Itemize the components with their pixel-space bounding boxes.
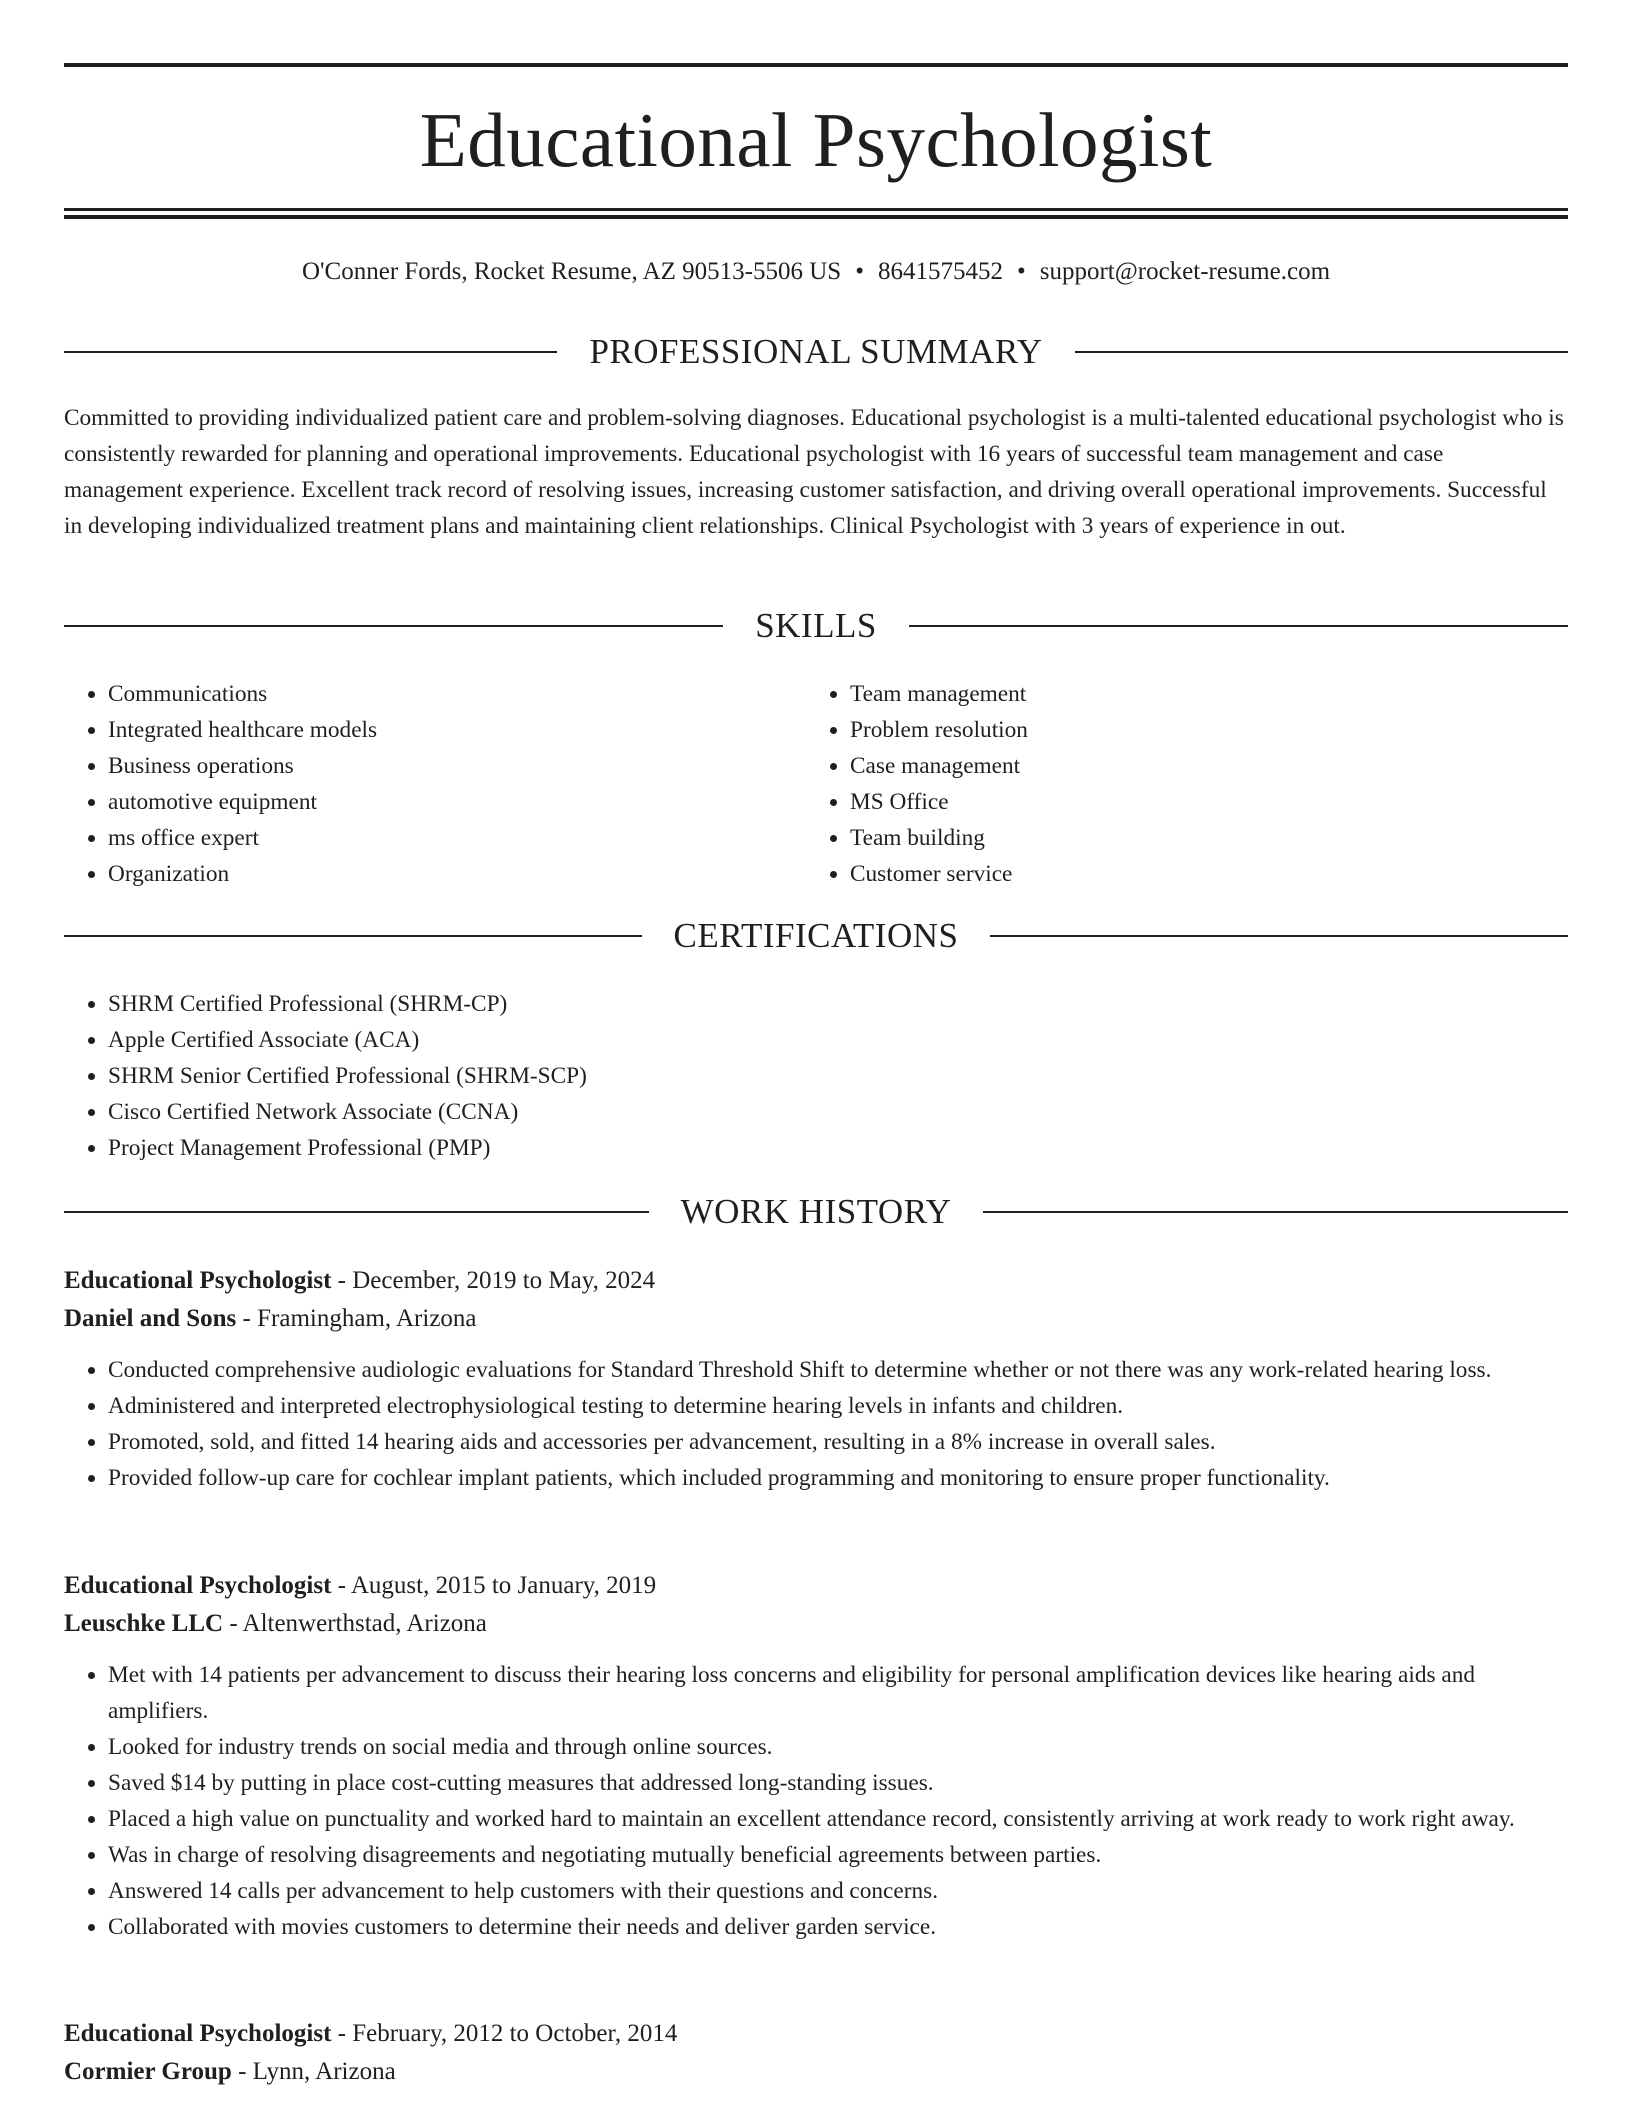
skills-left-list xyxy=(64,676,744,892)
skill-item: • ms office expert xyxy=(108,820,744,856)
work-history-heading xyxy=(64,1189,1568,1235)
certifications-heading-label: CERTIFICATIONS xyxy=(673,916,959,955)
contact-separator: • xyxy=(1016,258,1026,285)
heading-rule xyxy=(64,625,723,627)
title-double-rule xyxy=(64,208,1568,219)
heading-rule xyxy=(64,351,557,353)
job-dates: - February, 2012 to October, 2014 xyxy=(331,2020,678,2047)
skill-item: • Customer service xyxy=(850,856,1486,892)
job-dates: - December, 2019 to May, 2024 xyxy=(331,1267,656,1294)
job-company-line xyxy=(64,1605,1568,1643)
skill-item: • Integrated healthcare models xyxy=(108,712,744,748)
job-role-line xyxy=(64,1262,1568,1300)
job-company: Cormier Group xyxy=(64,2058,232,2085)
skill-item: • Problem resolution xyxy=(850,712,1486,748)
certifications-heading xyxy=(64,913,1568,959)
job-bullet: • Was in charge of resolving disagreements and negotiating mutually beneficial agreements between parties. xyxy=(108,1837,1568,1873)
job-role-line xyxy=(64,1567,1568,1605)
job-entry xyxy=(64,2015,1568,2091)
job-role: Educational Psychologist xyxy=(64,1267,332,1294)
skill-item: • Case management xyxy=(850,748,1486,784)
job-company: Leuschke LLC xyxy=(64,1610,224,1637)
job-bullets xyxy=(64,1352,1568,1496)
skills-left-column xyxy=(64,676,744,892)
certification-item: • Cisco Certified Network Associate (CCNA) xyxy=(108,1094,964,1130)
job-bullet: • Saved $14 by putting in place cost-cutting measures that addressed long-standing issues. xyxy=(108,1765,1568,1801)
job-role: Educational Psychologist xyxy=(64,2020,332,2047)
job-company: Daniel and Sons xyxy=(64,1305,237,1332)
job-bullet: • Looked for industry trends on social media and through online sources. xyxy=(108,1729,1568,1765)
resume-title: Educational Psychologist xyxy=(419,97,1213,183)
job-bullet: • Answered 14 calls per advancement to help customers with their questions and concerns. xyxy=(108,1873,1568,1909)
certification-item: • Project Management Professional (PMP) xyxy=(108,1130,964,1166)
skill-item: • MS Office xyxy=(850,784,1486,820)
heading-rule xyxy=(64,1211,649,1213)
heading-rule xyxy=(1075,351,1568,353)
job-bullet: • Collaborated with movies customers to determine their needs and deliver garden service. xyxy=(108,1909,1568,1945)
contact-phone: 8641575452 xyxy=(877,258,1003,285)
job-company-line xyxy=(64,1300,1568,1338)
top-rule xyxy=(64,63,1568,67)
skill-item: • Communications xyxy=(108,676,744,712)
summary-text: Committed to providing individualized patient care and problem-solving diagnoses. Educational psychologist is a multi-talented educational psychologist who is consistently rewarded for planning and operational improvements. Educational psychologist with 16 years of successful team management and case management experience. Excellent track record of resolving issues, increasing customer satisfaction, and driving overall operational improvements. Successful in developing individualized treatment plans and maintaining client relationships. Clinical Psychologist with 3 years of experience in out. xyxy=(64,405,1564,539)
job-bullets xyxy=(64,1657,1568,1945)
heading-rule xyxy=(983,1211,1568,1213)
job-role: Educational Psychologist xyxy=(64,1572,332,1599)
summary-heading-label: PROFESSIONAL SUMMARY xyxy=(589,332,1043,371)
heading-rule xyxy=(64,935,642,937)
heading-rule xyxy=(990,935,1568,937)
job-entry xyxy=(64,1262,1568,1496)
certification-item: • Apple Certified Associate (ACA) xyxy=(108,1022,964,1058)
certification-item: • SHRM Senior Certified Professional (SHRM-SCP) xyxy=(108,1058,964,1094)
job-bullet: • Placed a high value on punctuality and worked hard to maintain an excellent attendance record, consistently arriving at work ready to work right away. xyxy=(108,1801,1568,1837)
job-bullet: • Administered and interpreted electrophysiological testing to determine hearing levels in infants and children. xyxy=(108,1388,1568,1424)
certification-item: • SHRM Certified Professional (SHRM-CP) xyxy=(108,986,964,1022)
job-dates: - August, 2015 to January, 2019 xyxy=(331,1572,657,1599)
job-role-line xyxy=(64,2015,1568,2053)
skill-item: • automotive equipment xyxy=(108,784,744,820)
contact-separator: • xyxy=(855,258,864,285)
job-bullet: • Promoted, sold, and fitted 14 hearing aids and accessories per advancement, resulting in a 8% increase in overall sales. xyxy=(108,1424,1568,1460)
skill-item: • Organization xyxy=(108,856,744,892)
job-bullet: • Met with 14 patients per advancement to discuss their hearing loss concerns and eligibility for personal amplification devices like hearing aids and amplifiers. xyxy=(108,1657,1568,1729)
job-location: - Lynn, Arizona xyxy=(231,2058,396,2085)
skills-right-column xyxy=(806,676,1486,892)
job-bullet: • Provided follow-up care for cochlear implant patients, which included programming and monitoring to ensure proper functionality. xyxy=(108,1460,1568,1496)
heading-rule xyxy=(909,625,1568,627)
skills-heading-label: SKILLS xyxy=(755,606,877,645)
contact-email[interactable]: support@rocket-resume.com xyxy=(1039,258,1331,285)
skills-heading xyxy=(64,603,1568,649)
job-location: - Altenwerthstad, Arizona xyxy=(223,1610,487,1637)
certifications-block xyxy=(64,986,964,1166)
work-history-heading-label: WORK HISTORY xyxy=(680,1192,952,1231)
certifications-list xyxy=(64,986,964,1166)
skills-right-list xyxy=(806,676,1486,892)
job-company-line xyxy=(64,2053,1568,2091)
job-entry xyxy=(64,1567,1568,1945)
job-bullet: • Conducted comprehensive audiologic evaluations for Standard Threshold Shift to determine whether or not there was any work-related hearing loss. xyxy=(108,1352,1568,1388)
skill-item: • Team building xyxy=(850,820,1486,856)
contact-line xyxy=(64,254,1568,290)
summary-heading xyxy=(64,329,1568,375)
skill-item: • Team management xyxy=(850,676,1486,712)
skill-item: • Business operations xyxy=(108,748,744,784)
contact-address: O'Conner Fords, Rocket Resume, AZ 90513-5506 US xyxy=(301,258,842,285)
job-location: - Framingham, Arizona xyxy=(236,1305,477,1332)
